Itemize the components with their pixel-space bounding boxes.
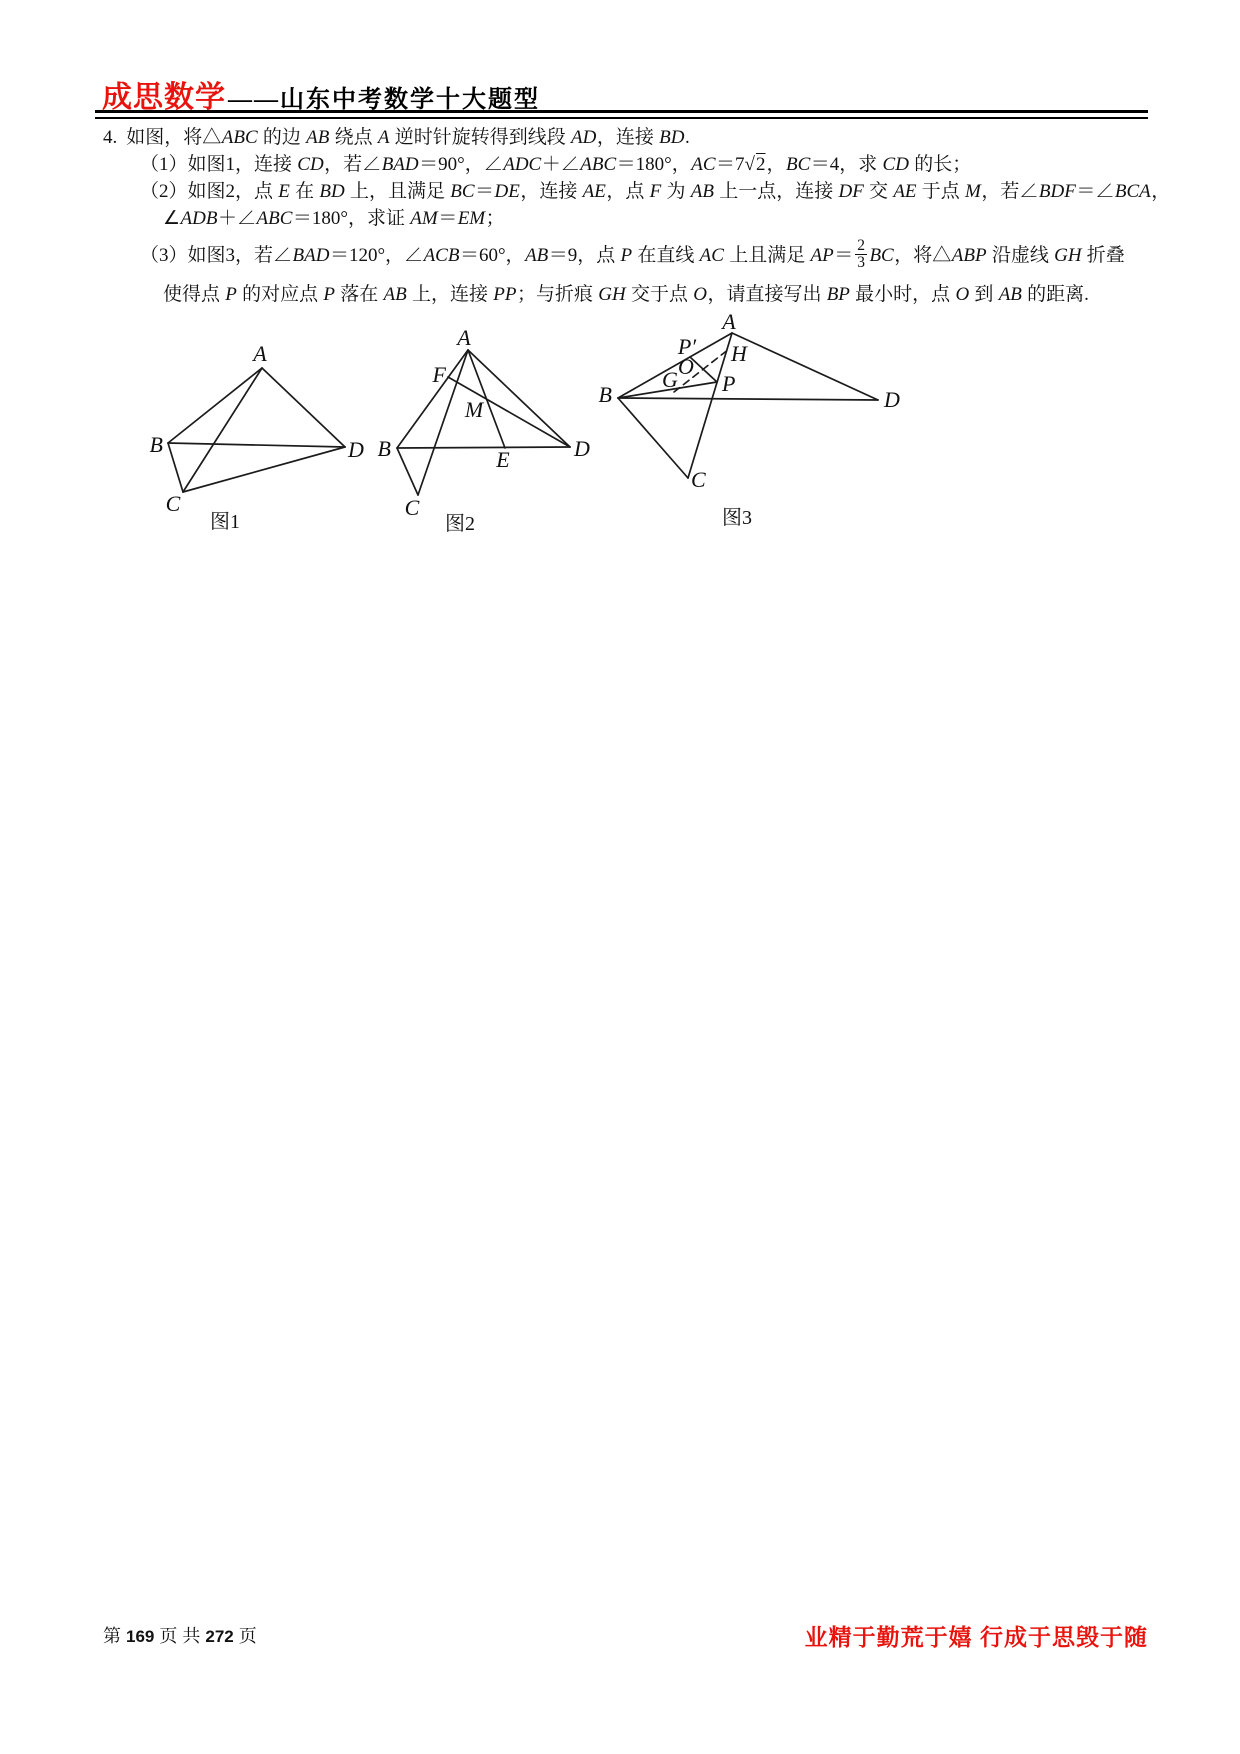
problem-line-part2b: ∠ADB＋∠ABC＝180°，求证 AM＝EM； xyxy=(163,208,505,229)
fig3-line-BD xyxy=(618,398,878,400)
current-page-number: 169 xyxy=(126,1627,155,1646)
footer-label-gong: 共 xyxy=(182,1626,201,1646)
fig2-caption: 图2 xyxy=(445,513,475,535)
fig2-label-D: D xyxy=(574,436,590,461)
fig3-caption: 图3 xyxy=(722,507,752,529)
fig3-line-BC xyxy=(618,398,688,478)
fig3-label-P: P xyxy=(722,371,736,396)
figures-canvas xyxy=(0,0,1240,560)
fig1-line-AB xyxy=(168,368,262,443)
header-subtitle: ——山东中考数学十大题型 xyxy=(228,87,540,113)
fig3-label-P-prime: P′ xyxy=(677,334,697,359)
fig3-label-A: A xyxy=(722,309,736,334)
page-number-info xyxy=(103,1622,262,1648)
problem-line-part2a: （2）如图2，点 E 在 BD 上，且满足 BC＝DE，连接 AE，点 F 为 AB 上一点，连接 DF 交 AE 于点 M，若∠BDF＝∠BCA， xyxy=(140,181,1171,202)
fig3-label-B: B xyxy=(598,382,612,407)
fig2-label-M: M xyxy=(464,397,484,422)
fig1-label-A: A xyxy=(253,341,267,366)
footer-label-ye2: 页 xyxy=(238,1626,257,1646)
fig3-label-O: O xyxy=(678,354,694,379)
figure-3 xyxy=(599,309,900,529)
fig1-line-AD xyxy=(262,368,345,447)
fig2-label-F: F xyxy=(432,362,446,387)
fig3-label-G: G xyxy=(662,367,678,392)
fig2-line-AD xyxy=(468,350,570,447)
problem-line-part1: （1）如图1，连接 CD，若∠BAD＝90°，∠ADC＋∠ABC＝180°，AC＝7√2，BC＝4，求 CD 的长； xyxy=(140,154,972,175)
fig3-line-AD xyxy=(732,333,878,400)
fig2-label-C: C xyxy=(404,495,420,520)
fig2-label-B: B xyxy=(377,436,391,461)
figure-2 xyxy=(378,325,590,535)
fig1-label-C: C xyxy=(165,491,181,516)
footer-label-di: 第 xyxy=(103,1626,121,1646)
problem-line-part3a: （3）如图3，若∠BAD＝120°，∠ACB＝60°，AB＝9，点 P 在直线 AC 上且满足 AP＝ $\frac{2}{3}$ BC，将△ABP 沿虚线 GH 折叠 xyxy=(140,236,1125,272)
fig3-label-H: H xyxy=(731,341,747,366)
fig1-caption: 图1 xyxy=(210,511,240,533)
fig1-label-B: B xyxy=(149,432,163,457)
brand-logo: 成思数学 xyxy=(102,81,226,114)
problem-line-part3b: 使得点 P 的对应点 P 落在 AB 上，连接 PP；与折痕 GH 交于点 O，请直接写出 BP 最小时，点 O 到 AB 的距离. xyxy=(163,284,1089,305)
figure-1 xyxy=(150,341,364,533)
fig2-label-E: E xyxy=(496,447,510,472)
footer-label-ye1: 页 xyxy=(159,1626,178,1646)
footer-motto: 业精于勤荒于嬉 行成于思毁于随 xyxy=(804,1624,1148,1650)
problem-intro-text: 如图，将△ABC 的边 AB 绕点 A 逆时针旋转得到线段 AD，连接 BD. xyxy=(126,127,690,148)
fig3-label-D: D xyxy=(884,387,900,412)
fig2-line-BD xyxy=(397,447,570,448)
fig1-label-D: D xyxy=(348,437,364,462)
fig2-label-A: A xyxy=(457,325,471,350)
fig1-line-BC xyxy=(168,443,183,492)
fig2-line-BC xyxy=(397,448,418,495)
fig1-line-BD xyxy=(168,443,345,447)
problem-number: 4. xyxy=(103,127,118,148)
fig3-label-C: C xyxy=(691,467,706,492)
total-page-number: 272 xyxy=(205,1627,234,1646)
